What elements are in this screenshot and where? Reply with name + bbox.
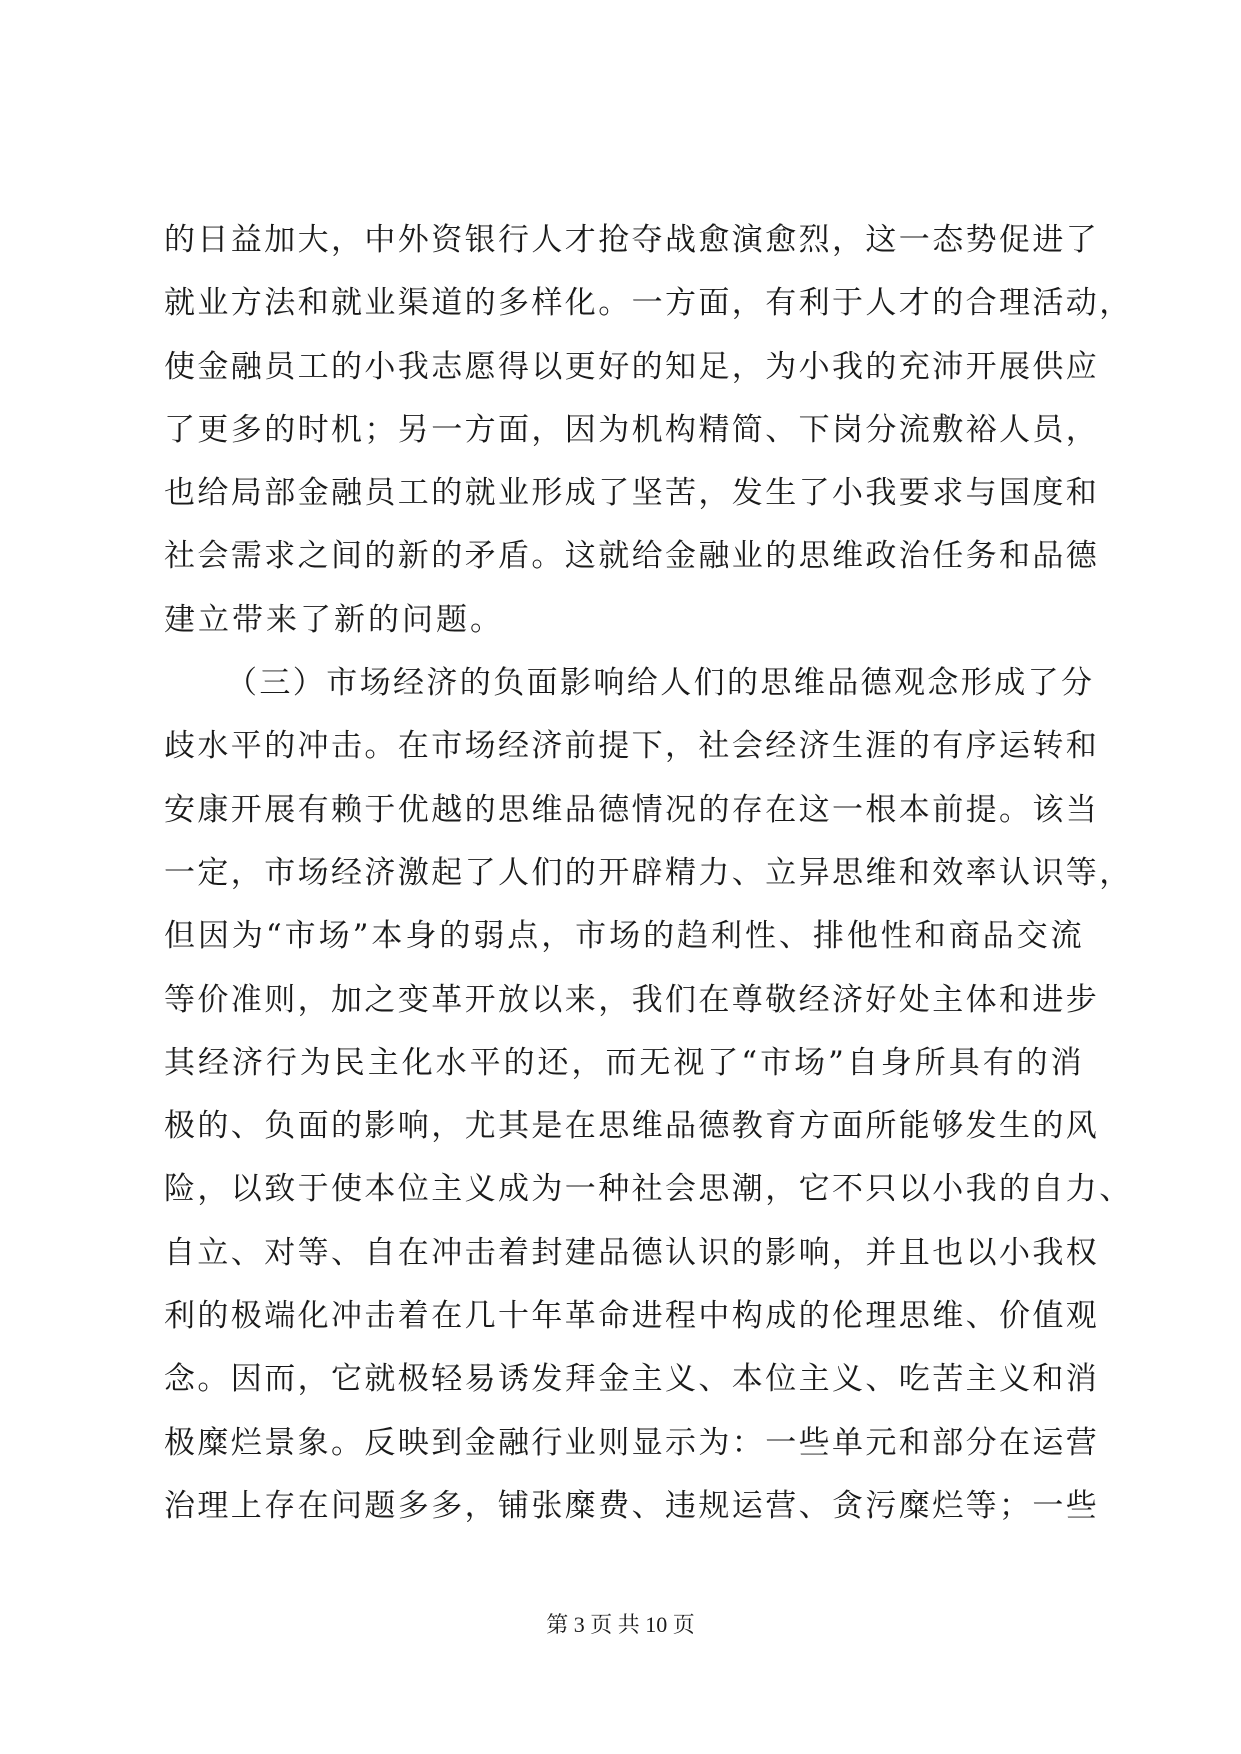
text-line: 的日益加大，中外资银行人才抢夺战愈演愈烈，这一态势促进了 bbox=[164, 222, 1100, 258]
text-line: 其经济行为民主化水平的还，而无视了“市场”自身所具有的消 bbox=[164, 1044, 1084, 1081]
text-line: 社会需求之间的新的矛盾。这就给金融业的思维政治任务和品德 bbox=[164, 538, 1100, 575]
text-line: 险，以致于使本位主义成为一种社会思潮，它不只以小我的自力、 bbox=[164, 1171, 1133, 1208]
page-number-footer: 第 3 页 共 10 页 bbox=[546, 1612, 695, 1637]
text-line: 但因为“市场”本身的弱点，市场的趋利性、排他性和商品交流 bbox=[164, 918, 1084, 955]
text-line: （三）市场经济的负面影响给人们的思维品德观念形成了分 bbox=[226, 665, 1095, 702]
text-line: 了更多的时机；另一方面，因为机构精简、下岗分流敷裕人员， bbox=[164, 411, 1100, 448]
text-line: 极的、负面的影响，尤其是在思维品德教育方面所能够发生的风 bbox=[164, 1108, 1100, 1145]
text-line: 一定，市场经济激起了人们的开辟精力、立异思维和效率认识等， bbox=[164, 854, 1133, 891]
text-line: 就业方法和就业渠道的多样化。一方面，有利于人才的合理活动， bbox=[164, 285, 1133, 322]
text-line: 等价准则，加之变革开放以来，我们在尊敬经济好处主体和进步 bbox=[164, 981, 1100, 1018]
text-line: 自立、对等、自在冲击着封建品德认识的影响，并且也以小我权 bbox=[164, 1234, 1100, 1271]
paragraph bbox=[164, 652, 1133, 1538]
text-line: 安康开展有赖于优越的思维品德情况的存在这一根本前提。该当 bbox=[164, 791, 1100, 828]
text-line: 极糜烂景象。反映到金融行业则显示为：一些单元和部分在运营 bbox=[164, 1424, 1100, 1461]
text-line: 使金融员工的小我志愿得以更好的知足，为小我的充沛开展供应 bbox=[164, 348, 1100, 385]
paragraph bbox=[164, 209, 1133, 652]
text-line: 念。因而，它就极轻易诱发拜金主义、本位主义、吃苦主义和消 bbox=[164, 1361, 1100, 1398]
text-line: 也给局部金融员工的就业形成了坚苦，发生了小我要求与国度和 bbox=[164, 475, 1100, 512]
text-line: 利的极端化冲击着在几十年革命进程中构成的伦理思维、价值观 bbox=[164, 1298, 1100, 1335]
text-line: 建立带来了新的问题。 bbox=[164, 601, 504, 638]
text-line: 治理上存在问题多多，铺张糜费、违规运营、贪污糜烂等；一些 bbox=[164, 1487, 1100, 1524]
text-line: 歧水平的冲击。在市场经济前提下，社会经济生涯的有序运转和 bbox=[164, 728, 1100, 765]
document-body bbox=[164, 209, 1133, 1538]
